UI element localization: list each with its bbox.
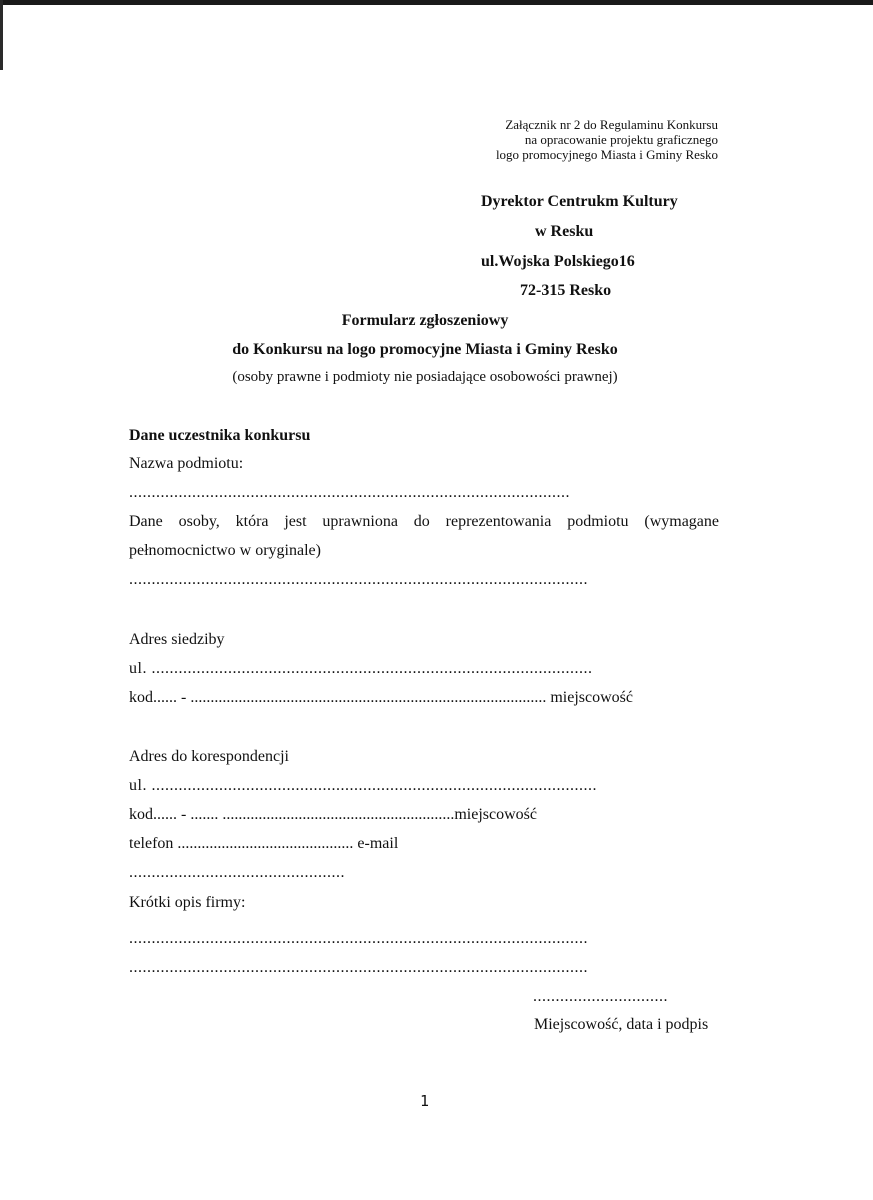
recipient-line-1: Dyrektor Centrukm Kultury xyxy=(481,193,678,210)
correspondence-code-field: kod...... - ....... ..........................................................miejscowość xyxy=(129,806,537,823)
attachment-line-1: Załącznik nr 2 do Regulaminu Konkursu xyxy=(505,117,718,132)
email-field: ................................................ xyxy=(129,864,345,881)
page-number: 1 xyxy=(420,1092,430,1110)
description-field-2: ...................................................................................................... xyxy=(129,959,588,976)
participant-heading: Dane uczestnika konkursu xyxy=(129,427,311,444)
representative-label-line-2: pełnomocnictwo w oryginale) xyxy=(129,542,321,559)
form-title: Formularz zgłoszeniowy xyxy=(341,312,509,329)
attachment-note xyxy=(496,117,718,162)
description-label: Krótki opis firmy: xyxy=(129,894,246,911)
recipient-line-3: ul.Wojska Polskiego16 xyxy=(481,253,635,270)
signature-field: .............................. xyxy=(533,988,668,1005)
phone-field: telefon ............................................ e-mail xyxy=(129,835,399,852)
recipient-line-4: 72-315 Resko xyxy=(520,282,612,299)
representative-label-line-1: Dane osoby, która jest uprawniona do reprezentowania podmiotu (wymagane xyxy=(129,513,719,530)
form-subtitle: do Konkursu na logo promocyjne Miasta i Gminy Resko xyxy=(232,341,618,358)
scan-edge-top xyxy=(0,0,873,5)
form-note: (osoby prawne i podmioty nie posiadające osobowości prawnej) xyxy=(232,369,618,385)
representative-field: ...................................................................................................... xyxy=(129,571,588,588)
correspondence-street-field: ul. ................................................................................................... xyxy=(129,777,597,794)
signature-label: Miejscowość, data i podpis xyxy=(534,1016,709,1033)
description-field-1: ...................................................................................................... xyxy=(129,930,588,947)
attachment-line-3: logo promocyjnego Miasta i Gminy Resko xyxy=(495,147,718,162)
entity-name-label: Nazwa podmiotu: xyxy=(129,455,244,472)
scan-edge-left xyxy=(0,0,3,70)
recipient-line-2: w Resku xyxy=(535,223,594,240)
seat-heading: Adres siedziby xyxy=(129,631,225,648)
seat-street-field: ul. .................................................................................................. xyxy=(129,660,593,677)
correspondence-heading: Adres do korespondencji xyxy=(129,748,289,765)
attachment-line-2: na opracowanie projektu graficznego xyxy=(524,132,718,147)
seat-code-field: kod...... - ......................................................................................... miejscowość xyxy=(129,689,633,706)
entity-name-field: .................................................................................................. xyxy=(129,484,570,501)
